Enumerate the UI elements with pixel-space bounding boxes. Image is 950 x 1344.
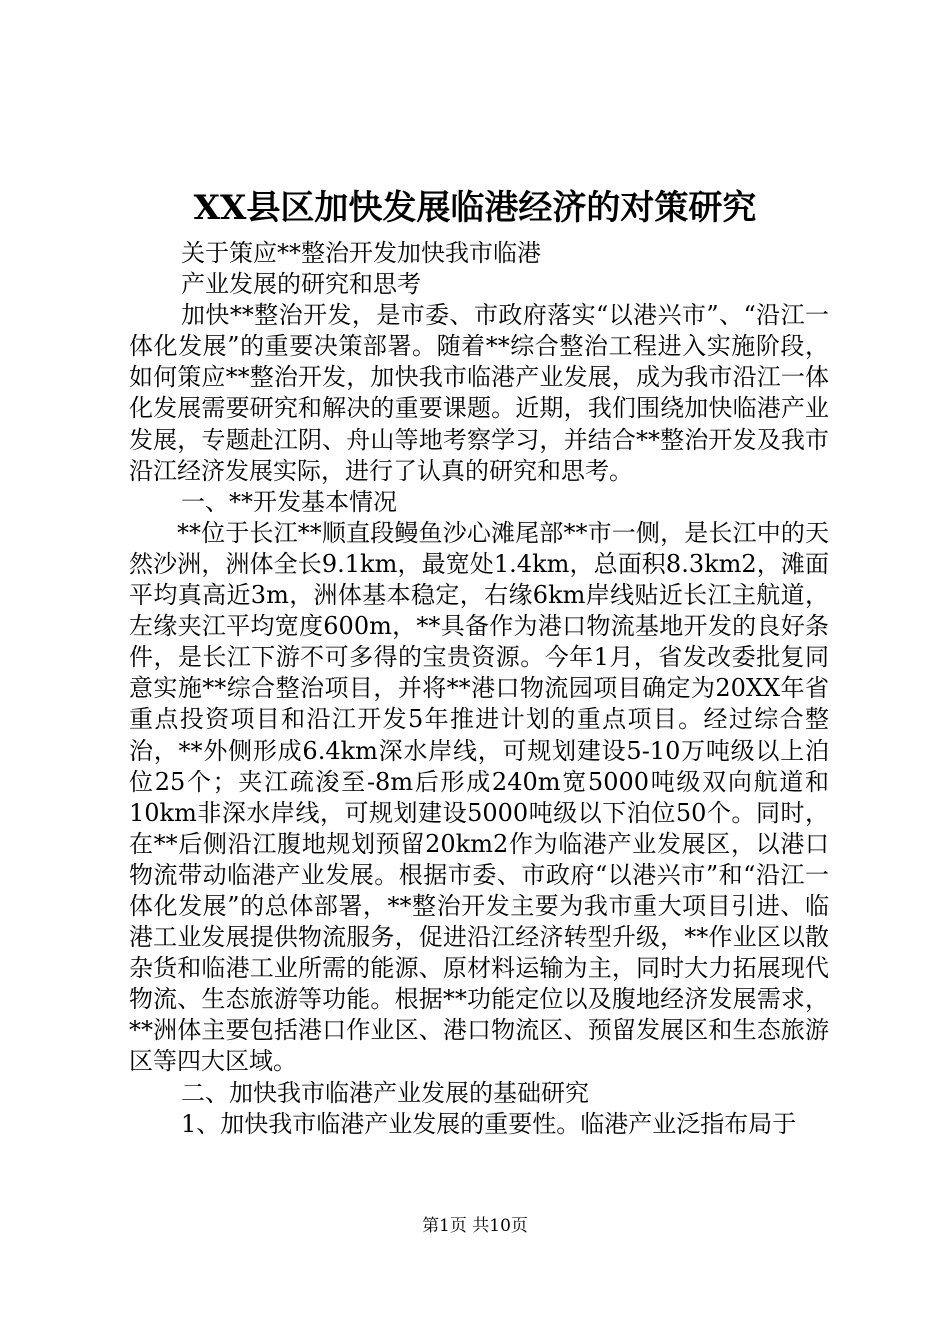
body-paragraph-intro: 加快**整治开发，是市委、市政府落实“以港兴市”、“沿江一体化发展”的重要决策部署。随着**综合整治工程进入实施阶段，如何策应**整治开发，加快我市临港产业发展，成为我市沿江一体化发展需要研究和解决的重要课题。近期，我们围绕加快临港产业发展，专题赴江阴、舟山等地考察学习，并结合**整治开发及我市沿江经济发展实际，进行了认真的研究和思考。 [129,301,829,485]
section-heading-2: 二、加快我市临港产业发展的基础研究 [181,1078,589,1107]
document-title: XX县区加快发展临港经济的对策研究 [193,188,757,228]
section-heading-1: 一、**开发基本情况 [181,487,397,516]
body-paragraph-section-1: **位于长江**顺直段鳗鱼沙心滩尾部**市一侧，是长江中的天然沙洲，洲体全长9.1km，最宽处1.4km，总面积8.3km2，滩面平均真高近3m，洲体基本稳定，右缘6km岸线贴近长江主航道，左缘夹江平均宽度600m，**具备作为港口物流基地开发的良好条件，是长江下游不可多得的宝贵资源。今年1月，省发改委批复同意实施**综合整治项目，并将**港口物流园项目确定为20XX年省重点投资项目和沿江开发5年推进计划的重点项目。经过综合整治，**外侧形成6.4km深水岸线，可规划建设5-10万吨级以上泊位25个；夹江疏浚至-8m后形成240m宽5000吨级双向航道和10km非深水岸线，可规划建设5000吨级以下泊位50个。同时，在**后侧沿江腹地规划预留20km2作为临港产业发展区，以港口物流带动临港产业发展。根据市委、市政府“以港兴市”和“沿江一体化发展”的总体部署，**整治开发主要为我市重大项目引进、临港工业发展提供物流服务，促进沿江经济转型升级，**作业区以散杂货和临港工业所需的能源、原材料运输为主，同时大力拓展现代物流、生态旅游等功能。根据**功能定位以及腹地经济发展需求，**洲体主要包括港口作业区、港口物流区、预留发展区和生态旅游区等四大区域。 [129,518,829,1076]
page-footer: 第1页 共10页 [422,1216,528,1236]
subtitle-line-1: 关于策应**整治开发加快我市临港 [181,239,541,267]
document-body [129,238,829,1140]
subtitle-line-2: 产业发展的研究和思考 [181,270,421,299]
body-paragraph-section-2: 1、加快我市临港产业发展的重要性。临港产业泛指布局于 [181,1109,797,1138]
